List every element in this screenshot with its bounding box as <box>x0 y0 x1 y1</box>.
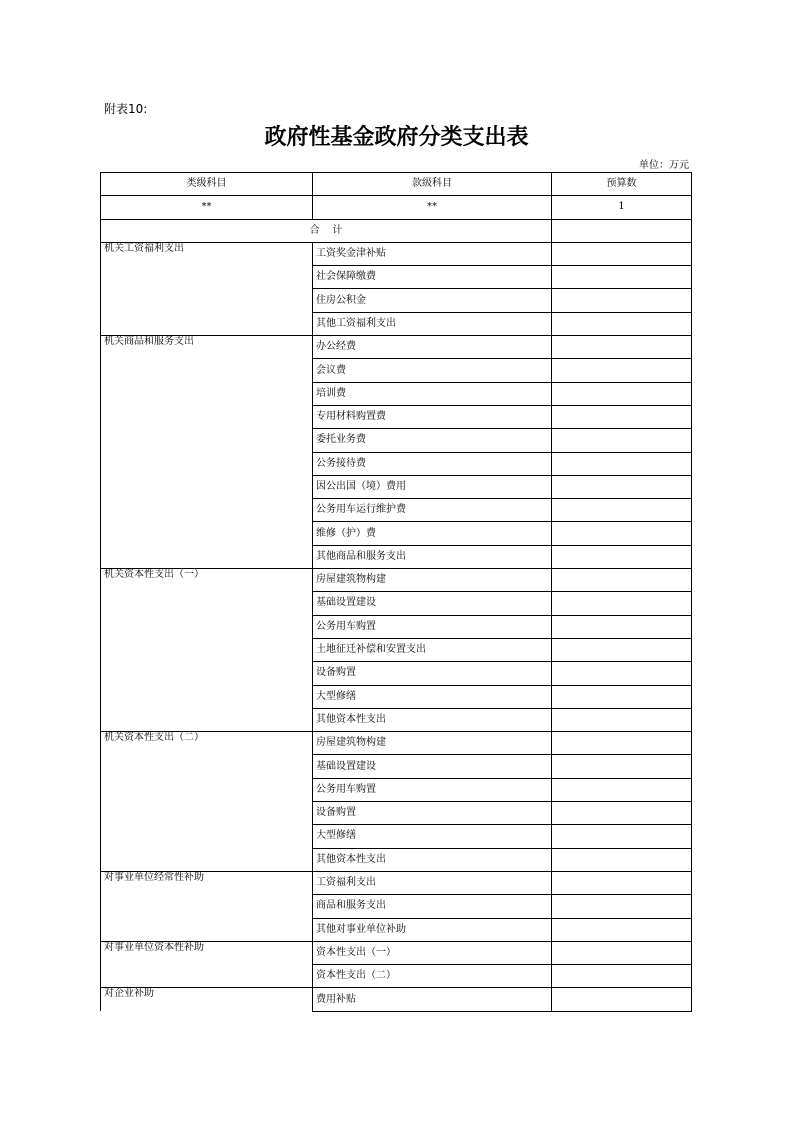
subcategory-cell: 房屋建筑物构建 <box>313 732 552 755</box>
subcategory-cell: 其他资本性支出 <box>313 708 552 731</box>
budget-cell <box>552 289 692 312</box>
budget-cell <box>552 685 692 708</box>
header-row <box>101 173 692 196</box>
budget-cell <box>552 312 692 335</box>
budget-cell <box>552 475 692 498</box>
index-col1: ** <box>101 196 313 219</box>
header-subcategory: 款级科目 <box>313 173 552 196</box>
index-col3: 1 <box>552 196 692 219</box>
total-value <box>552 219 692 242</box>
category-cell: 对事业单位经常性补助 <box>101 871 313 941</box>
budget-cell <box>552 452 692 475</box>
subcategory-cell: 办公经费 <box>313 336 552 359</box>
subcategory-cell: 设备购置 <box>313 802 552 825</box>
budget-cell <box>552 266 692 289</box>
subcategory-cell: 其他对事业单位补助 <box>313 918 552 941</box>
page-title: 政府性基金政府分类支出表 <box>264 124 529 150</box>
budget-cell <box>552 242 692 265</box>
subcategory-cell: 其他工资福利支出 <box>313 312 552 335</box>
subcategory-cell: 因公出国（境）费用 <box>313 475 552 498</box>
budget-cell <box>552 638 692 661</box>
subcategory-cell: 工资奖金津补贴 <box>313 242 552 265</box>
subcategory-cell: 土地征迁补偿和安置支出 <box>313 638 552 661</box>
subcategory-cell: 设备购置 <box>313 662 552 685</box>
budget-cell <box>552 941 692 964</box>
total-label: 合 计 <box>101 219 552 242</box>
category-cell: 机关工资福利支出 <box>101 242 313 335</box>
subcategory-cell: 公务用车购置 <box>313 778 552 801</box>
budget-cell <box>552 336 692 359</box>
index-col2: ** <box>313 196 552 219</box>
subcategory-cell: 工资福利支出 <box>313 871 552 894</box>
annex-label: 附表10: <box>104 102 148 116</box>
header-budget: 预算数 <box>552 173 692 196</box>
budget-cell <box>552 895 692 918</box>
subcategory-cell: 基础设置建设 <box>313 592 552 615</box>
index-row <box>101 196 692 219</box>
budget-cell <box>552 778 692 801</box>
budget-cell <box>552 382 692 405</box>
subcategory-cell: 公务用车运行维护费 <box>313 499 552 522</box>
table-row <box>101 941 692 964</box>
subcategory-cell: 其他资本性支出 <box>313 848 552 871</box>
budget-cell <box>552 708 692 731</box>
budget-cell <box>552 965 692 988</box>
subcategory-cell: 社会保障缴费 <box>313 266 552 289</box>
category-cell: 机关商品和服务支出 <box>101 336 313 569</box>
category-cell: 机关资本性支出（一） <box>101 569 313 732</box>
subcategory-cell: 培训费 <box>313 382 552 405</box>
table-row <box>101 732 692 755</box>
budget-cell <box>552 592 692 615</box>
subcategory-cell: 大型修缮 <box>313 825 552 848</box>
subcategory-cell: 基础设置建设 <box>313 755 552 778</box>
budget-cell <box>552 429 692 452</box>
budget-cell <box>552 871 692 894</box>
budget-cell <box>552 405 692 428</box>
table-row <box>101 336 692 359</box>
budget-cell <box>552 825 692 848</box>
header-category: 类级科目 <box>101 173 313 196</box>
budget-cell <box>552 545 692 568</box>
table-row <box>101 988 692 1011</box>
total-row <box>101 219 692 242</box>
unit-label: 单位：万元 <box>639 160 689 171</box>
budget-cell <box>552 988 692 1011</box>
subcategory-cell: 费用补贴 <box>313 988 552 1011</box>
budget-cell <box>552 615 692 638</box>
subcategory-cell: 住房公积金 <box>313 289 552 312</box>
budget-cell <box>552 732 692 755</box>
budget-cell <box>552 569 692 592</box>
subcategory-cell: 维修（护）费 <box>313 522 552 545</box>
subcategory-cell: 委托业务费 <box>313 429 552 452</box>
budget-cell <box>552 755 692 778</box>
budget-cell <box>552 802 692 825</box>
subcategory-cell: 大型修缮 <box>313 685 552 708</box>
budget-cell <box>552 499 692 522</box>
table-row <box>101 242 692 265</box>
table-row <box>101 569 692 592</box>
table-row <box>101 871 692 894</box>
subcategory-cell: 资本性支出（二） <box>313 965 552 988</box>
subcategory-cell: 房屋建筑物构建 <box>313 569 552 592</box>
subcategory-cell: 会议费 <box>313 359 552 382</box>
subcategory-cell: 公务用车购置 <box>313 615 552 638</box>
subcategory-cell: 其他商品和服务支出 <box>313 545 552 568</box>
subcategory-cell: 公务接待费 <box>313 452 552 475</box>
category-cell: 机关资本性支出（二） <box>101 732 313 872</box>
category-cell: 对事业单位资本性补助 <box>101 941 313 988</box>
budget-cell <box>552 848 692 871</box>
budget-cell <box>552 918 692 941</box>
budget-cell <box>552 359 692 382</box>
subcategory-cell: 资本性支出（一） <box>313 941 552 964</box>
expenditure-table <box>100 172 692 1012</box>
budget-cell <box>552 522 692 545</box>
subcategory-cell: 商品和服务支出 <box>313 895 552 918</box>
budget-cell <box>552 662 692 685</box>
category-cell: 对企业补助 <box>101 988 313 1011</box>
subcategory-cell: 专用材料购置费 <box>313 405 552 428</box>
